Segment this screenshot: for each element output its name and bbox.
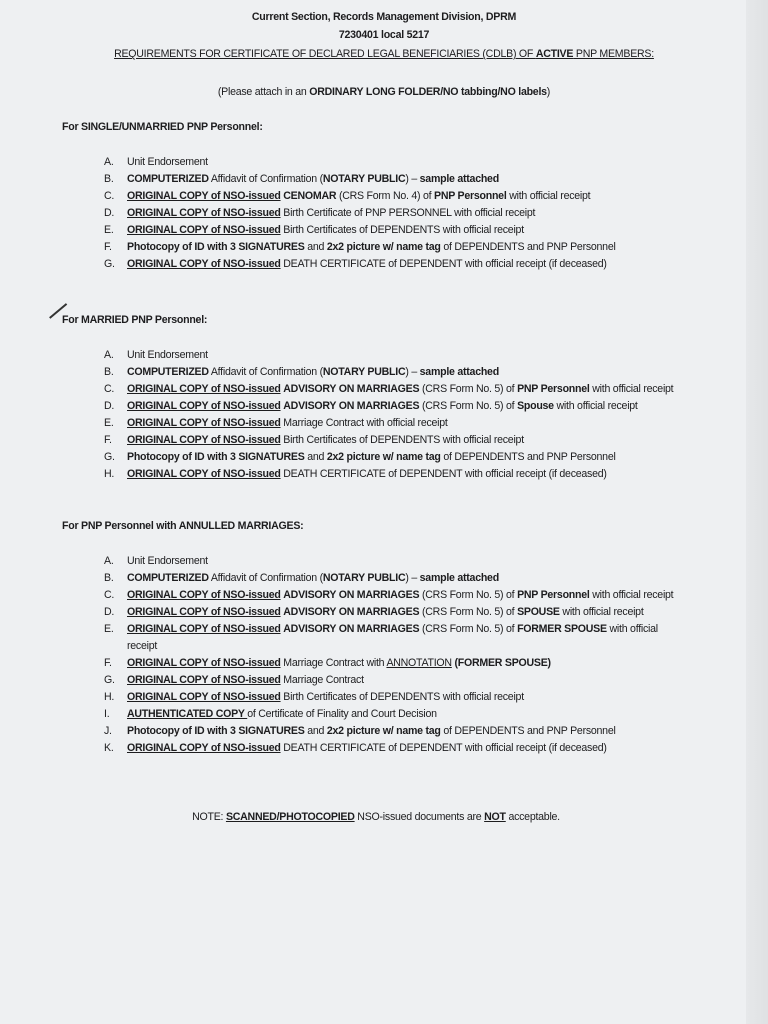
- list-item: [104, 587, 682, 604]
- list-item: [104, 466, 673, 483]
- item-text: ORIGINAL COPY of NSO-issued: [127, 742, 281, 754]
- note-text: NSO-issued documents are: [354, 811, 485, 823]
- item-text: Unit Endorsement: [127, 156, 208, 168]
- item-letter: D.: [104, 207, 115, 219]
- list-item: [104, 347, 673, 364]
- item-text: ADVISORY ON MARRIAGES: [283, 383, 420, 395]
- item-text: ORIGINAL COPY of NSO-issued: [127, 657, 281, 669]
- title-text-end: PNP MEMBERS:: [573, 48, 654, 60]
- list-item: [104, 553, 682, 570]
- item-text: (CRS Form No. 5) of: [419, 623, 518, 635]
- item-text: ) –: [405, 173, 420, 185]
- item-text: ADVISORY ON MARRIAGES: [283, 589, 420, 601]
- item-letter: J.: [104, 725, 112, 737]
- item-text: sample attached: [419, 173, 499, 185]
- item-text: ) –: [405, 366, 420, 378]
- item-letter: H.: [104, 468, 115, 480]
- item-text: NOTARY PUBLIC: [322, 572, 406, 584]
- item-text: DEATH CERTIFICATE of DEPENDENT with official receipt (if deceased): [280, 742, 607, 754]
- list-item: [104, 723, 682, 740]
- instruction-end: ): [546, 86, 551, 98]
- item-text: (FORMER SPOUSE): [454, 657, 551, 669]
- list-item: [104, 154, 616, 171]
- item-text: ADVISORY ON MARRIAGES: [283, 400, 420, 412]
- item-text: (CRS Form No. 5) of: [419, 606, 518, 618]
- item-letter: E.: [104, 623, 114, 635]
- note-end: acceptable.: [505, 811, 560, 823]
- item-text: Birth Certificate of PNP PERSONNEL with official receipt: [280, 207, 536, 219]
- item-text: 2x2 picture w/ name tag: [326, 451, 441, 463]
- item-text: and: [304, 241, 327, 253]
- item-text: of DEPENDENTS and PNP Personnel: [440, 725, 616, 737]
- item-letter: I.: [104, 708, 110, 720]
- instruction-bold: ORDINARY LONG FOLDER/NO tabbing/NO labels: [309, 86, 547, 98]
- item-text: Affidavit of Confirmation (: [208, 366, 323, 378]
- item-text: PNP Personnel: [517, 383, 590, 395]
- item-text: Affidavit of Confirmation (: [208, 572, 323, 584]
- item-text: ORIGINAL COPY of NSO-issued: [127, 589, 281, 601]
- item-text: ORIGINAL COPY of NSO-issued: [127, 207, 281, 219]
- item-text: ORIGINAL COPY of NSO-issued: [127, 400, 281, 412]
- item-text: ORIGINAL COPY of NSO-issued: [127, 434, 281, 446]
- item-text: CENOMAR: [283, 190, 337, 202]
- item-text: COMPUTERIZED: [127, 173, 209, 185]
- item-text: ORIGINAL COPY of NSO-issued: [127, 383, 281, 395]
- item-text: NOTARY PUBLIC: [322, 366, 406, 378]
- item-letter: E.: [104, 417, 114, 429]
- item-text: Birth Certificates of DEPENDENTS with official receipt: [280, 434, 524, 446]
- item-text: Photocopy of ID with 3 SIGNATURES: [127, 241, 305, 253]
- item-text: Marriage Contract with official receipt: [280, 417, 448, 429]
- list-item: [104, 256, 616, 273]
- list-item: [104, 672, 682, 689]
- item-text: ADVISORY ON MARRIAGES: [283, 623, 420, 635]
- list-item: [104, 222, 616, 239]
- item-text: of DEPENDENTS and PNP Personnel: [440, 451, 616, 463]
- item-text: NOTARY PUBLIC: [322, 173, 406, 185]
- item-letter: K.: [104, 742, 114, 754]
- attachment-instruction: [0, 86, 768, 98]
- item-text: and: [304, 725, 327, 737]
- item-text: Photocopy of ID with 3 SIGNATURES: [127, 451, 305, 463]
- list-item: [104, 432, 673, 449]
- item-text: ORIGINAL COPY of NSO-issued: [127, 691, 281, 703]
- item-letter: C.: [104, 383, 115, 395]
- item-letter: B.: [104, 572, 114, 584]
- item-letter: B.: [104, 366, 114, 378]
- list-item: [104, 188, 616, 205]
- item-text: Affidavit of Confirmation (: [208, 173, 323, 185]
- item-text: Birth Certificates of DEPENDENTS with official receipt: [280, 691, 524, 703]
- item-letter: D.: [104, 606, 115, 618]
- item-letter: C.: [104, 589, 115, 601]
- item-letter: H.: [104, 691, 115, 703]
- document-title: [0, 48, 768, 60]
- item-text: ORIGINAL COPY of NSO-issued: [127, 258, 281, 270]
- list-item: [104, 604, 682, 621]
- list-item: [104, 171, 616, 188]
- item-text: COMPUTERIZED: [127, 572, 209, 584]
- item-text: 2x2 picture w/ name tag: [326, 725, 441, 737]
- list-item: [104, 706, 682, 723]
- item-text: ORIGINAL COPY of NSO-issued: [127, 606, 281, 618]
- title-active: ACTIVE: [535, 48, 574, 60]
- item-text: (CRS Form No. 5) of: [419, 400, 518, 412]
- item-letter: F.: [104, 657, 112, 669]
- section-heading-single: For SINGLE/UNMARRIED PNP Personnel:: [62, 121, 263, 133]
- item-text: with official receipt: [589, 383, 674, 395]
- item-text: of Certificate of Finality and Court Decision: [247, 708, 437, 720]
- item-text: ) –: [405, 572, 420, 584]
- item-letter: A.: [104, 555, 114, 567]
- item-letter: A.: [104, 156, 114, 168]
- item-text: COMPUTERIZED: [127, 366, 209, 378]
- item-text: ORIGINAL COPY of NSO-issued: [127, 190, 281, 202]
- note-not: NOT: [484, 811, 506, 823]
- item-text: Birth Certificates of DEPENDENTS with official receipt: [280, 224, 524, 236]
- phone-number: 7230401 local 5217: [338, 29, 430, 41]
- item-text: Marriage Contract with: [280, 657, 387, 669]
- list-item: [104, 449, 673, 466]
- item-text: with official receipt: [127, 623, 658, 652]
- item-text: DEATH CERTIFICATE of DEPENDENT with official receipt (if deceased): [280, 258, 607, 270]
- list-item: [104, 398, 673, 415]
- page-edge-shadow: [746, 0, 768, 1024]
- item-letter: G.: [104, 258, 115, 270]
- section-heading-annulled: For PNP Personnel with ANNULLED MARRIAGES:: [62, 520, 304, 532]
- item-text: (CRS Form No. 4) of: [336, 190, 435, 202]
- list-item: [104, 381, 673, 398]
- item-text: (CRS Form No. 5) of: [419, 383, 518, 395]
- requirements-list-married: [104, 347, 673, 483]
- item-text: ORIGINAL COPY of NSO-issued: [127, 674, 281, 686]
- item-text: with official receipt: [553, 400, 638, 412]
- list-item: [104, 621, 682, 655]
- section-heading-married: For MARRIED PNP Personnel:: [62, 314, 208, 326]
- item-text: sample attached: [419, 572, 499, 584]
- list-item: [104, 570, 682, 587]
- item-letter: G.: [104, 674, 115, 686]
- item-letter: F.: [104, 434, 112, 446]
- item-text: with official receipt: [559, 606, 644, 618]
- note-label: NOTE:: [192, 811, 226, 823]
- list-item: [104, 205, 616, 222]
- item-text: SPOUSE: [517, 606, 560, 618]
- instruction-text: (Please attach in an: [217, 86, 310, 98]
- item-text: ORIGINAL COPY of NSO-issued: [127, 468, 281, 480]
- item-text: Unit Endorsement: [127, 555, 208, 567]
- item-letter: F.: [104, 241, 112, 253]
- item-text: ADVISORY ON MARRIAGES: [283, 606, 420, 618]
- item-text: ANNOTATION: [386, 657, 452, 669]
- list-item: [104, 740, 682, 757]
- item-text: with official receipt: [589, 589, 674, 601]
- item-letter: D.: [104, 400, 115, 412]
- item-text: PNP Personnel: [434, 190, 507, 202]
- note-scanned: SCANNED/PHOTOCOPIED: [225, 811, 355, 823]
- item-text: ORIGINAL COPY of NSO-issued: [127, 417, 281, 429]
- item-letter: B.: [104, 173, 114, 185]
- item-text: Spouse: [517, 400, 554, 412]
- item-text: with official receipt: [506, 190, 591, 202]
- item-text: (CRS Form No. 5) of: [419, 589, 518, 601]
- list-item: [104, 364, 673, 381]
- title-text: REQUIREMENTS FOR CERTIFICATE OF DECLARED LEGAL BENEFICIARIES (CDLB) OF: [114, 48, 536, 60]
- item-text: of DEPENDENTS and PNP Personnel: [440, 241, 616, 253]
- item-letter: G.: [104, 451, 115, 463]
- requirements-list-single: [104, 154, 616, 273]
- list-item: [104, 689, 682, 706]
- item-text: and: [304, 451, 327, 463]
- item-text: ORIGINAL COPY of NSO-issued: [127, 224, 281, 236]
- item-text: AUTHENTICATED COPY: [127, 708, 248, 720]
- item-text: Photocopy of ID with 3 SIGNATURES: [127, 725, 305, 737]
- item-text: Marriage Contract: [280, 674, 364, 686]
- list-item: [104, 415, 673, 432]
- item-text: 2x2 picture w/ name tag: [326, 241, 441, 253]
- item-text: FORMER SPOUSE: [517, 623, 607, 635]
- requirements-list-annulled: [104, 553, 682, 757]
- list-item: [104, 655, 682, 672]
- item-letter: E.: [104, 224, 114, 236]
- office-name: Current Section, Records Management Division, DPRM: [251, 11, 517, 23]
- note: [0, 811, 760, 823]
- item-letter: A.: [104, 349, 114, 361]
- item-text: ORIGINAL COPY of NSO-issued: [127, 623, 281, 635]
- item-text: Unit Endorsement: [127, 349, 208, 361]
- item-letter: C.: [104, 190, 115, 202]
- item-text: DEATH CERTIFICATE of DEPENDENT with official receipt (if deceased): [280, 468, 607, 480]
- item-text: PNP Personnel: [517, 589, 590, 601]
- list-item: [104, 239, 616, 256]
- item-text: sample attached: [419, 366, 499, 378]
